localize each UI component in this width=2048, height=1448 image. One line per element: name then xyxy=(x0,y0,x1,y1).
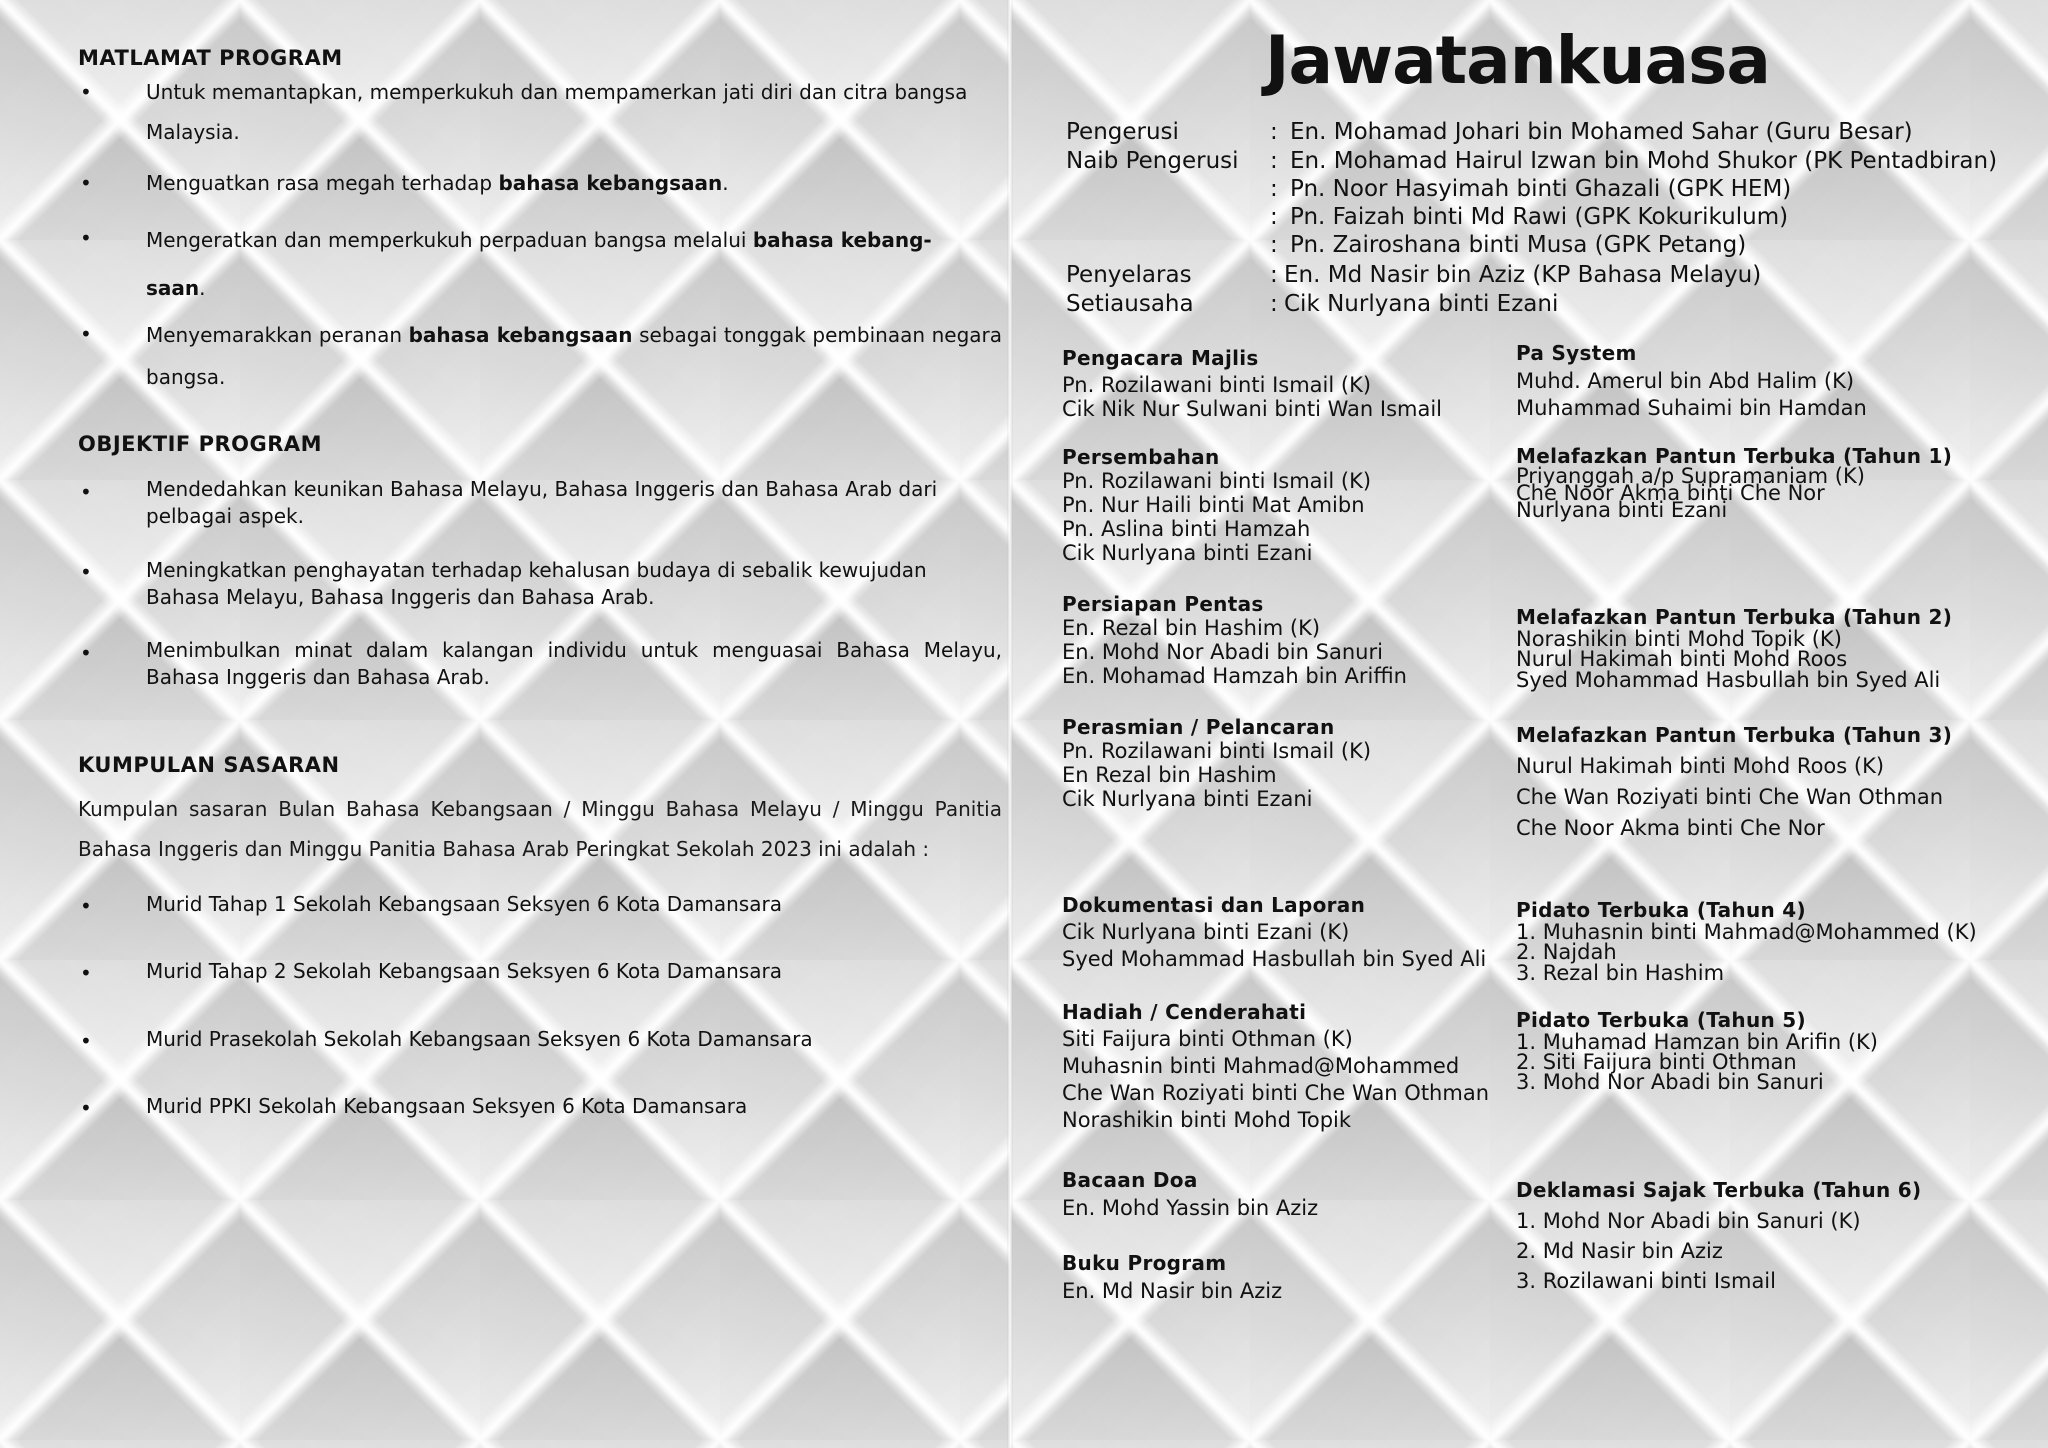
section-line: Norashikin binti Mohd Topik (K) xyxy=(1516,627,1842,651)
objektif-item-1: Mendedahkan keunikan Bahasa Melayu, Bahasa Inggeris dan Bahasa Arab dari pelbagai aspek. xyxy=(146,477,938,528)
bullet-icon: • xyxy=(80,171,92,195)
row-colon: : xyxy=(1270,291,1278,317)
sasaran-item-2: Murid Tahap 2 Sekolah Kebangsaan Seksyen 6 Kota Damansara xyxy=(146,959,782,983)
section-title: Pengacara Majlis xyxy=(1062,346,1259,370)
section-line: Muhammad Suhaimi bin Hamdan xyxy=(1516,396,1867,420)
section-pantun-tahun-3 xyxy=(1516,723,1952,844)
section-buku-program xyxy=(1062,1251,1282,1303)
section-pidato-tahun-4 xyxy=(1516,898,1977,984)
section-line: Priyanggah a/p Supramaniam (K) xyxy=(1516,464,1865,488)
row-colon: : xyxy=(1270,204,1278,230)
section-line: Pn. Rozilawani binti Ismail (K) xyxy=(1062,373,1372,397)
matlamat-heading: MATLAMAT PROGRAM xyxy=(78,46,343,70)
section-line: Syed Mohammad Hasbullah bin Syed Ali xyxy=(1062,947,1487,971)
section-title: Melafazkan Pantun Terbuka (Tahun 1) xyxy=(1516,444,1953,468)
section-bacaan-doa xyxy=(1062,1168,1318,1220)
section-line: En Rezal bin Hashim xyxy=(1062,763,1277,787)
section-line: Syed Mohammad Hasbullah bin Syed Ali xyxy=(1516,668,1941,692)
row-label-pengerusi: Pengerusi xyxy=(1066,119,1179,145)
row-value-pengerusi: En. Mohamad Johari bin Mohamed Sahar (Guru Besar) xyxy=(1290,119,1913,145)
bullet-icon: • xyxy=(80,322,92,346)
section-line: En. Mohamad Hamzah bin Ariffin xyxy=(1062,664,1407,688)
section-line: Muhasnin binti Mahmad@Mohammed xyxy=(1062,1054,1460,1078)
section-line: Che Noor Akma binti Che Nor xyxy=(1516,481,1825,505)
section-line: Nurul Hakimah binti Mohd Roos xyxy=(1516,647,1848,671)
row-colon: : xyxy=(1270,232,1278,258)
section-line: Che Wan Roziyati binti Che Wan Othman xyxy=(1516,785,1944,809)
section-line: 2. Najdah xyxy=(1516,940,1617,964)
section-title: Bacaan Doa xyxy=(1062,1168,1198,1192)
row-colon: : xyxy=(1270,176,1278,202)
objektif-item-3: Menimbulkan minat dalam kalangan individu untuk menguasai Bahasa Melayu, Bahasa Inggeris dan Bahasa Arab. xyxy=(146,638,1002,689)
page-fold xyxy=(1007,0,1013,1448)
section-line: 3. Rezal bin Hashim xyxy=(1516,961,1725,985)
bullet-icon: • xyxy=(80,226,92,250)
section-title: Pa System xyxy=(1516,341,1637,365)
section-line: Cik Nurlyana binti Ezani xyxy=(1062,541,1313,565)
section-line: En. Md Nasir bin Aziz xyxy=(1062,1279,1283,1303)
row-value-setiausaha: Cik Nurlyana binti Ezani xyxy=(1284,291,1559,317)
section-title: Pidato Terbuka (Tahun 4) xyxy=(1516,898,1806,922)
matlamat-item-2: Menguatkan rasa megah terhadap bahasa kebangsaan. xyxy=(146,171,729,195)
row-colon: : xyxy=(1270,262,1278,288)
row-value-gpk-petang: Pn. Zairoshana binti Musa (GPK Petang) xyxy=(1290,232,1747,258)
objektif-item-2: Meningkatkan penghayatan terhadap kehalusan budaya di sebalik kewujudan Bahasa Melayu, Bahasa Inggeris dan Bahasa Arab. xyxy=(146,558,927,609)
bullet-icon: • xyxy=(80,1029,92,1053)
section-title: Deklamasi Sajak Terbuka (Tahun 6) xyxy=(1516,1178,1922,1202)
section-title: Hadiah / Cenderahati xyxy=(1062,1000,1307,1024)
section-line: Che Wan Roziyati binti Che Wan Othman xyxy=(1062,1081,1490,1105)
section-perasmian xyxy=(1062,715,1371,811)
section-line: En. Mohd Nor Abadi bin Sanuri xyxy=(1062,640,1383,664)
section-line: Cik Nurlyana binti Ezani xyxy=(1062,787,1313,811)
section-line: 3. Mohd Nor Abadi bin Sanuri xyxy=(1516,1070,1824,1094)
bullet-icon: • xyxy=(80,1096,92,1120)
bullet-icon: • xyxy=(80,894,92,918)
matlamat-item-3: Mengeratkan dan memperkukuh perpaduan bangsa melalui bahasa kebang-saan. xyxy=(146,228,932,300)
section-line: 3. Rozilawani binti Ismail xyxy=(1516,1269,1776,1293)
section-line: 2. Md Nasir bin Aziz xyxy=(1516,1239,1723,1263)
matlamat-item-1: Untuk memantapkan, memperkukuh dan mempamerkan jati diri dan citra bangsa Malaysia. xyxy=(146,80,968,144)
section-pantun-tahun-2 xyxy=(1516,605,1952,691)
section-line: 1. Muhamad Hamzan bin Arifin (K) xyxy=(1516,1030,1878,1054)
jawatankuasa-title: Jawatankuasa xyxy=(1265,22,1770,99)
row-label-setiausaha: Setiausaha xyxy=(1066,291,1194,317)
section-line: Muhd. Amerul bin Abd Halim (K) xyxy=(1516,369,1855,393)
bullet-icon: • xyxy=(80,80,92,104)
section-pidato-tahun-5 xyxy=(1516,1008,1878,1092)
bullet-icon: • xyxy=(80,641,92,665)
bullet-icon: • xyxy=(80,480,92,504)
section-title: Dokumentasi dan Laporan xyxy=(1062,893,1366,917)
section-persiapan-pentas xyxy=(1062,592,1407,688)
section-title: Melafazkan Pantun Terbuka (Tahun 2) xyxy=(1516,605,1953,629)
section-pengacara-majlis xyxy=(1062,346,1442,421)
section-line: Norashikin binti Mohd Topik xyxy=(1062,1108,1352,1132)
section-line: Cik Nurlyana binti Ezani (K) xyxy=(1062,920,1350,944)
section-line: 1. Mohd Nor Abadi bin Sanuri (K) xyxy=(1516,1209,1861,1233)
bullet-icon: • xyxy=(80,560,92,584)
row-value-penyelaras: En. Md Nasir bin Aziz (KP Bahasa Melayu) xyxy=(1284,262,1762,288)
section-line: Siti Faijura binti Othman (K) xyxy=(1062,1027,1353,1051)
section-line: Che Noor Akma binti Che Nor xyxy=(1516,816,1825,840)
section-title: Pidato Terbuka (Tahun 5) xyxy=(1516,1008,1806,1032)
section-persembahan xyxy=(1062,445,1371,565)
row-value-naib-pengerusi: En. Mohamad Hairul Izwan bin Mohd Shukor (PK Pentadbiran) xyxy=(1290,148,1998,174)
row-value-gpk-kokurikulum: Pn. Faizah binti Md Rawi (GPK Kokurikulum) xyxy=(1290,204,1789,230)
row-colon: : xyxy=(1270,148,1278,174)
sasaran-item-1: Murid Tahap 1 Sekolah Kebangsaan Seksyen 6 Kota Damansara xyxy=(146,892,782,916)
section-line: Pn. Rozilawani binti Ismail (K) xyxy=(1062,469,1372,493)
section-pantun-tahun-1 xyxy=(1516,444,1953,522)
section-line: En. Rezal bin Hashim (K) xyxy=(1062,616,1321,640)
section-line: 1. Muhasnin binti Mahmad@Mohammed (K) xyxy=(1516,920,1977,944)
row-colon: : xyxy=(1270,119,1278,145)
section-line: Pn. Rozilawani binti Ismail (K) xyxy=(1062,739,1372,763)
section-line: 2. Siti Faijura binti Othman xyxy=(1516,1050,1797,1074)
sasaran-heading: KUMPULAN SASARAN xyxy=(78,753,340,777)
section-dokumentasi xyxy=(1062,893,1486,973)
sasaran-item-3: Murid Prasekolah Sekolah Kebangsaan Seksyen 6 Kota Damansara xyxy=(146,1027,813,1051)
section-line: Cik Nik Nur Sulwani binti Wan Ismail xyxy=(1062,397,1442,421)
sasaran-item-4: Murid PPKI Sekolah Kebangsaan Seksyen 6 Kota Damansara xyxy=(146,1094,748,1118)
section-hadiah xyxy=(1062,1000,1489,1134)
section-line: Nurul Hakimah binti Mohd Roos (K) xyxy=(1516,754,1885,778)
section-title: Persiapan Pentas xyxy=(1062,592,1264,616)
matlamat-item-4: Menyemarakkan peranan bahasa kebangsaan sebagai tonggak pembinaan negara bangsa. xyxy=(146,323,1003,389)
objektif-heading: OBJEKTIF PROGRAM xyxy=(78,432,323,456)
row-value-gpk-hem: Pn. Noor Hasyimah binti Ghazali (GPK HEM) xyxy=(1290,176,1792,202)
section-line: En. Mohd Yassin bin Aziz xyxy=(1062,1196,1319,1220)
section-title: Melafazkan Pantun Terbuka (Tahun 3) xyxy=(1516,723,1953,747)
section-pa-system xyxy=(1516,341,1867,422)
row-label-naib-pengerusi: Naib Pengerusi xyxy=(1066,148,1239,174)
row-label-penyelaras: Penyelaras xyxy=(1066,262,1192,288)
section-line: Nurlyana binti Ezani xyxy=(1516,498,1728,522)
section-title: Perasmian / Pelancaran xyxy=(1062,715,1335,739)
bullet-icon: • xyxy=(80,961,92,985)
section-deklamasi-tahun-6 xyxy=(1516,1178,1921,1296)
section-line: Pn. Aslina binti Hamzah xyxy=(1062,517,1311,541)
sasaran-intro: Kumpulan sasaran Bulan Bahasa Kebangsaan / Minggu Bahasa Melayu / Minggu Panitia Bahasa Inggeris dan Minggu Panitia Bahasa Arab Peringkat Sekolah 2023 ini adalah : xyxy=(78,797,1002,861)
section-title: Buku Program xyxy=(1062,1251,1227,1275)
section-line: Pn. Nur Haili binti Mat Amibn xyxy=(1062,493,1365,517)
section-title: Persembahan xyxy=(1062,445,1220,469)
